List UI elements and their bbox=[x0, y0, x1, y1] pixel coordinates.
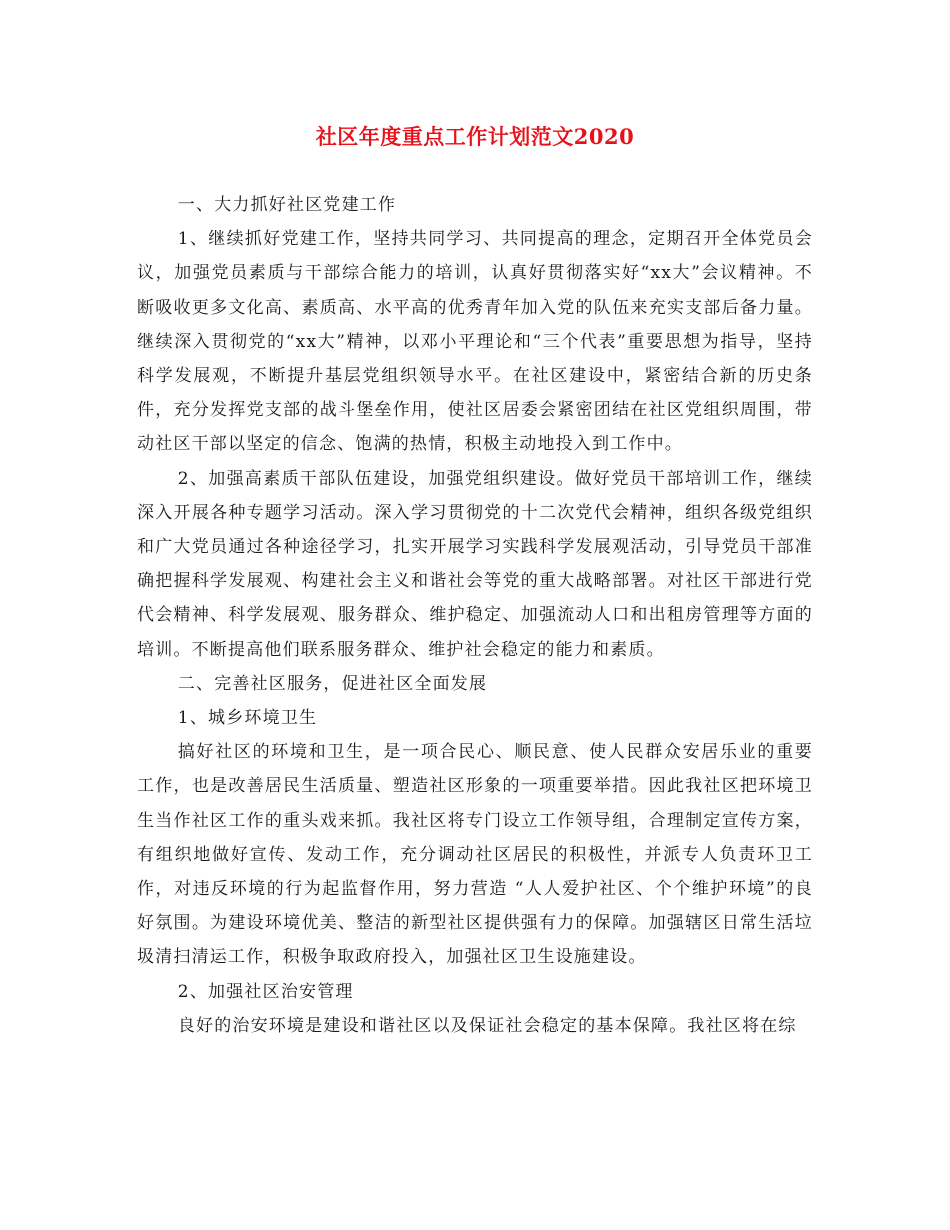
paragraph-cadre-team: 2、加强高素质干部队伍建设，加强党组织建设。做好党员干部培训工作，继续深入开展各种专题学习活动。深入学习贯彻党的十二次党代会精神，组织各级党组织和广大党员通过各种途径学习，扎实开展学习实践科学发展观活动，引导党员干部准确把握科学发展观、构建社会主义和谐社会等党的重大战略部署。对社区干部进行党代会精神、科学发展观、服务群众、维护稳定、加强流动人口和出租房管理等方面的培训。不断提高他们联系服务群众、维护社会稳定的能力和素质。 bbox=[137, 468, 813, 660]
paragraph-party-work: 1、继续抓好党建工作，坚持共同学习、共同提高的理念，定期召开全体党员会议，加强党员素质与干部综合能力的培训，认真好贯彻落实好“xx大”会议精神。不断吸收更多文化高、素质高、水平高的优秀青年加入党的队伍来充实支部后备力量。继续深入贯彻党的“xx大”精神，以邓小平理论和“三个代表”重要思想为指导，坚持科学发展观，不断提升基层党组织领导水平。在社区建设中，紧密结合新的历史条件，充分发挥党支部的战斗堡垒作用，使社区居委会紧密团结在社区党组织周围，带动社区干部以坚定的信念、饱满的热情，积极主动地投入到工作中。 bbox=[137, 229, 813, 455]
subheading-environment: 1、城乡环境卫生 bbox=[177, 708, 318, 729]
document-body bbox=[137, 188, 813, 1043]
section-heading-community-service: 二、完善社区服务，促进社区全面发展 bbox=[177, 673, 488, 694]
subheading-security: 2、加强社区治安管理 bbox=[177, 981, 354, 1002]
paragraph-security: 良好的治安环境是建设和谐社区以及保证社会稳定的基本保障。我社区将在综 bbox=[177, 1015, 797, 1036]
paragraph-environment: 搞好社区的环境和卫生，是一项合民心、顺民意、使人民群众安居乐业的重要工作，也是改善居民生活质量、塑造社区形象的一项重要举措。因此我社区把环境卫生当作社区工作的重头戏来抓。我社区将专门设立工作领导组，合理制定宣传方案，有组织地做好宣传、发动工作，充分调动社区居民的积极性，并派专人负责环卫工作，对违反环境的行为起监督作用，努力营造 “人人爱护社区、个个维护环境”的良好氛围。为建设环境优美、整洁的新型社区提供强有力的保障。加强辖区日常生活垃圾清扫清运工作，积极争取政府投入，加强社区卫生设施建设。 bbox=[137, 742, 813, 968]
document-title: 社区年度重点工作计划范文2020 bbox=[315, 124, 635, 149]
section-heading-party-building: 一、大力抓好社区党建工作 bbox=[177, 195, 397, 215]
